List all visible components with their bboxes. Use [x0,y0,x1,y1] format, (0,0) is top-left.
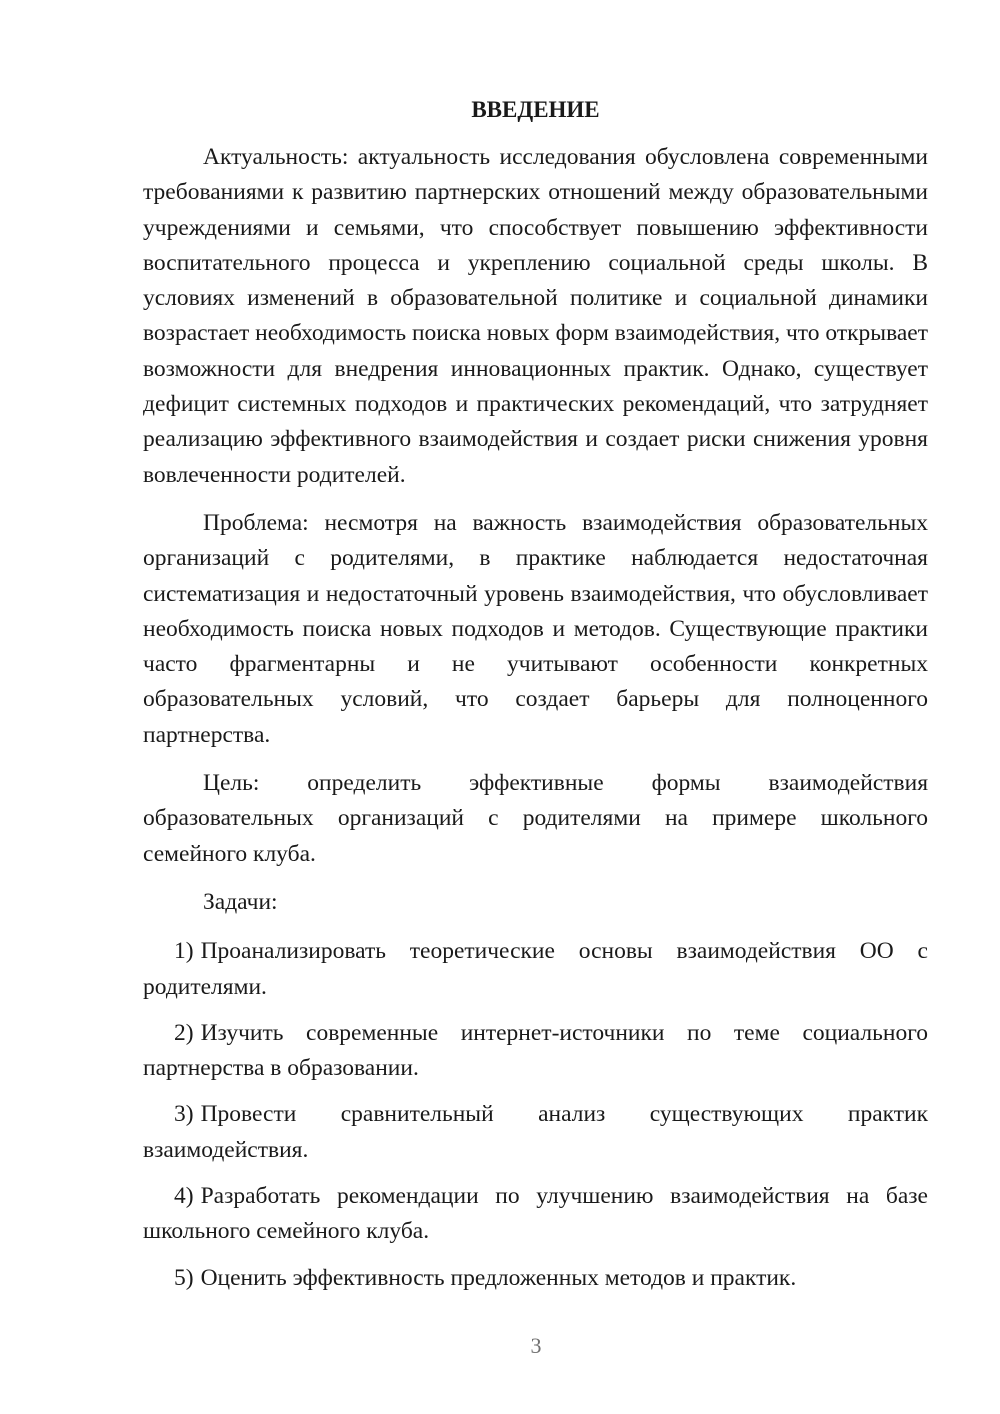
task-text: Оценить эффективность предложенных методов и практик. [200,1264,797,1291]
task-text: Изучить современные интернет-источники по теме социального партнерства в образовании. [143,1019,928,1082]
task-number: 4) [174,1183,194,1210]
task-text: Провести сравнительный анализ существующих практик взаимодействия. [143,1101,928,1163]
tasks-label: Задачи: [203,888,278,915]
task-number: 2) [174,1019,194,1046]
task-text: Разработать рекомендации по улучшению взаимодействия на базе школьного семейного клуба. [143,1183,928,1245]
task-text: Проанализировать теоретические основы взаимодействия ОО с родителями. [143,938,928,1000]
task-item [143,1261,928,1296]
paragraph-relevance: Актуальность: актуальность исследования обусловлена современными требованиями к развитию партнерских отношений между образовательными учреждениями и семьями, что способствует повышению эффективности воспитательного процесса и укреплению социальной среды школы. В условиях изменений в образовательной политике и социальной динамики возрастает необходимость поиска новых форм взаимодействия, что открывает возможности для внедрения инновационных практик. Однако, существует дефицит системных подходов и практических рекомендаций, что затрудняет реализацию эффективного взаимодействия и создает риски снижения уровня вовлеченности родителей. [143,144,928,488]
task-item [143,1097,928,1168]
text-column [143,92,928,1307]
task-item [143,1016,928,1087]
section-heading: ВВЕДЕНИЕ [471,97,600,122]
paragraph-goal: Цель: определить эффективные формы взаимодействия образовательных организаций с родителями на примере школьного семейного клуба. [143,770,928,867]
task-number: 3) [174,1101,194,1128]
paragraph-problem: Проблема: несмотря на важность взаимодействия образовательных организаций с родителями, в практике наблюдается недостаточная систематизация и недостаточный уровень взаимодействия, что обусловливает необходимость поиска новых подходов и методов. Существующие практики часто фрагментарны и не учитывают особенности конкретных образовательных условий, что создает барьеры для полноценного партнерства. [143,509,928,748]
task-number: 5) [174,1264,194,1291]
task-number: 1) [174,938,194,965]
page-number: 3 [530,1333,542,1358]
task-item [143,1179,928,1250]
task-item [143,934,928,1005]
